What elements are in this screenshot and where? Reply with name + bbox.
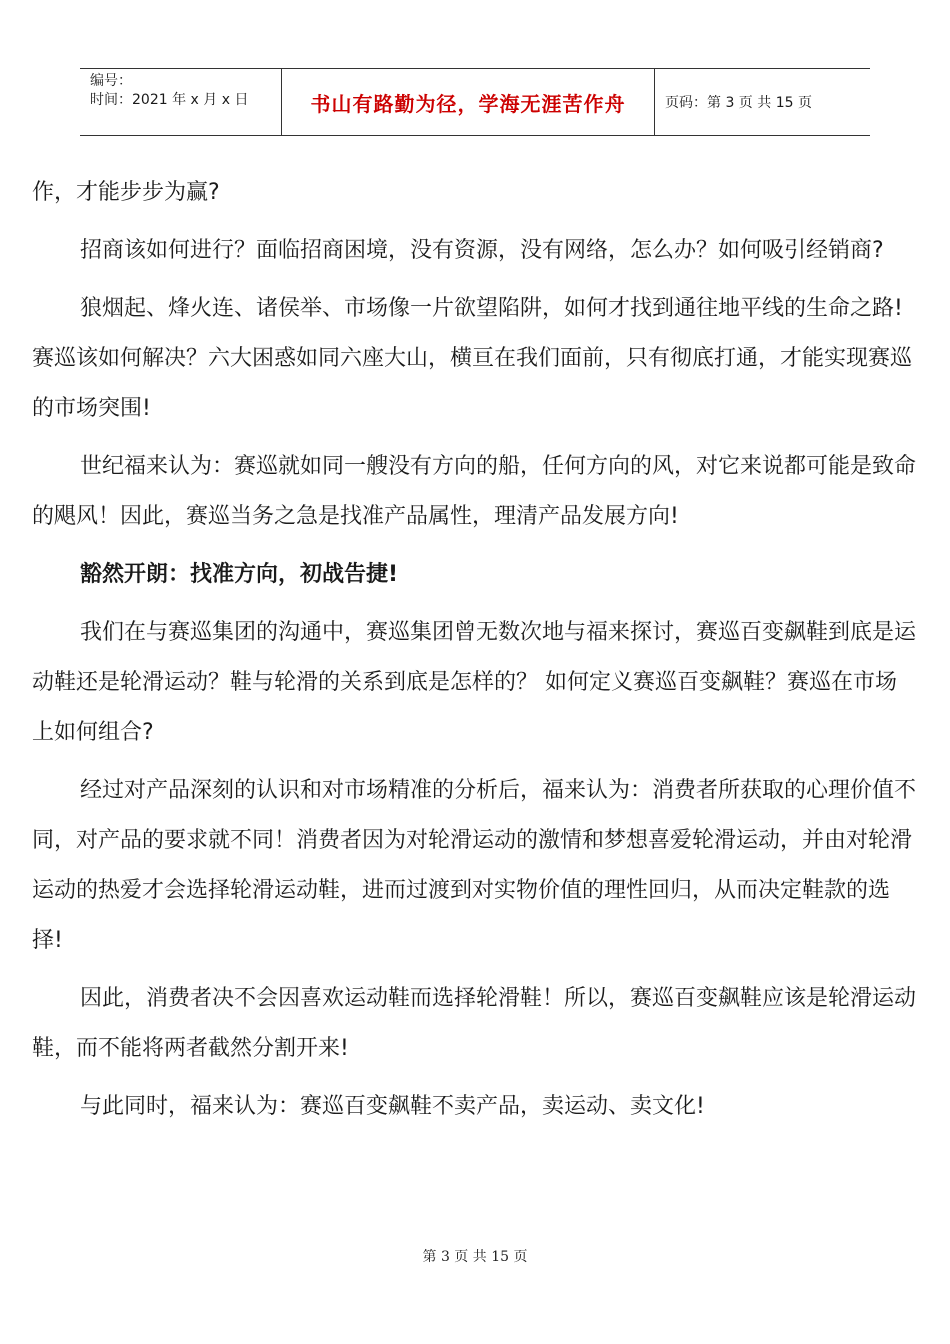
paragraph: 世纪福来认为：赛巡就如同一艘没有方向的船，任何方向的风，对它来说都可能是致命的飓风！因此，赛巡当务之急是找准产品属性，理清产品发展方向! (32, 454, 917, 529)
header-meta (80, 69, 282, 135)
section-heading: 豁然开朗：找准方向，初战告捷! (80, 562, 399, 587)
page-header (80, 68, 870, 136)
paragraph: 作，才能步步为赢? (32, 180, 220, 205)
paragraph: 因此，消费者决不会因喜欢运动鞋而选择轮滑鞋！所以，赛巡百变飙鞋应该是轮滑运动鞋，而不能将两者截然分割开来! (32, 986, 917, 1061)
document-date: 时间：2021 年 x 月 x 日 (90, 92, 249, 108)
paragraph: 我们在与赛巡集团的沟通中，赛巡集团曾无数次地与福来探讨，赛巡百变飙鞋到底是运动鞋还是轮滑运动？鞋与轮滑的关系到底是怎样的？ 如何定义赛巡百变飙鞋？赛巡在市场上如何组合? (32, 620, 917, 745)
paragraph: 与此同时，福来认为：赛巡百变飙鞋不卖产品，卖运动、卖文化! (80, 1094, 705, 1119)
header-page-info-cell (655, 69, 870, 135)
document-body (32, 168, 918, 1140)
header-page-info: 页码：第 3 页 共 15 页 (665, 95, 812, 111)
paragraph: 经过对产品深刻的认识和对市场精准的分析后，福来认为：消费者所获取的心理价值不同，对产品的要求就不同！消费者因为对轮滑运动的激情和梦想喜爱轮滑运动，并由对轮滑运动的热爱才会选择轮滑运动鞋，进而过渡到对实物价值的理性回归，从而决定鞋款的选择! (32, 778, 917, 953)
document-number: 编号： (90, 73, 132, 89)
page-footer: 第 3 页 共 15 页 (422, 1249, 528, 1265)
header-motto: 书山有路勤为径，学海无涯苦作舟 (310, 91, 626, 116)
header-motto-cell (282, 69, 655, 135)
paragraph: 招商该如何进行？面临招商困境，没有资源，没有网络，怎么办？如何吸引经销商? (80, 238, 884, 263)
paragraph: 狼烟起、烽火连、诸侯举、市场像一片欲望陷阱，如何才找到通往地平线的生命之路! 赛巡该如何解决？六大困惑如同六座大山，横亘在我们面前，只有彻底打通，才能实现赛巡的市场突围! (32, 296, 913, 421)
